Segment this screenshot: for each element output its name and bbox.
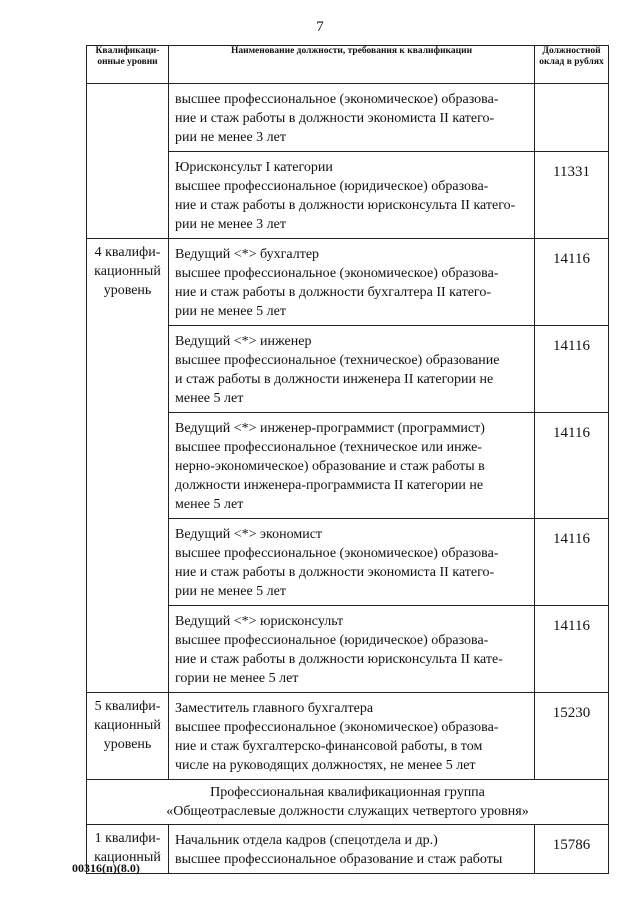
table-row [87,84,609,152]
position-cell [169,152,535,239]
group-heading-line: «Общеотраслевые должности служащих четвертого уровня» [166,804,529,819]
table-row [87,239,609,326]
position-line: высшее профессиональное образование и стаж работы [175,852,503,867]
position-line: ние и стаж работы в должности юрисконсульта II катего- [175,198,516,213]
position-cell [169,326,535,413]
position-line: высшее профессиональное (экономическое) образова- [175,92,499,107]
salary-cell: 14116 [535,519,609,606]
position-line: Заместитель главного бухгалтера [175,701,374,716]
table-header-row [87,46,609,84]
group-heading [87,780,609,825]
position-line: высшее профессиональное (экономическое) образова- [175,546,499,561]
position-cell [169,84,535,152]
header-level-line: онные уровни [97,57,158,67]
table-row [87,693,609,780]
salary-cell: 14116 [535,413,609,519]
salary-cell: 14116 [535,239,609,326]
salary-cell: 15230 [535,693,609,780]
qualification-table [86,45,609,874]
position-line: ние и стаж работы в должности экономиста II катего- [175,565,495,580]
position-line: Ведущий <*> инженер [175,334,312,349]
position-line: Ведущий <*> бухгалтер [175,247,320,262]
position-line: менее 5 лет [175,497,244,512]
level-cell [87,693,169,780]
position-cell [169,519,535,606]
position-line: рии не менее 5 лет [175,304,287,319]
position-line: высшее профессиональное (юридическое) образова- [175,179,489,194]
position-line: должности инженера-программиста II категории не [175,478,484,493]
document-code: 00316(п)(8.0) [72,861,140,875]
position-cell [169,825,535,874]
position-line: Ведущий <*> юрисконсульт [175,614,344,629]
position-line: ние и стаж работы в должности юрисконсульта II кате- [175,652,503,667]
header-salary-line: оклад в рублях [539,57,604,67]
level-cell [87,239,169,693]
level-line: уровень [103,283,152,298]
position-line: высшее профессиональное (техническое) образование [175,353,500,368]
header-level [87,46,169,84]
level-line: кационный [94,850,161,865]
position-line: гории не менее 5 лет [175,671,299,686]
salary-cell: 15786 [535,825,609,874]
position-line: рии не менее 3 лет [175,130,287,145]
header-position [169,46,535,84]
position-line: и стаж работы в должности инженера II категории не [175,372,494,387]
group-heading-row [87,780,609,825]
position-line: высшее профессиональное (экономическое) образова- [175,266,499,281]
salary-cell [535,84,609,152]
salary-cell: 14116 [535,326,609,413]
position-line: Юрисконсульт I категории [175,160,333,175]
position-line: менее 5 лет [175,391,244,406]
level-line: кационный [94,264,161,279]
position-cell [169,413,535,519]
group-heading-line: Профессиональная квалификационная группа [210,785,485,800]
salary-cell: 11331 [535,152,609,239]
position-line: ние и стаж бухгалтерско-финансовой работы, в том [175,739,483,754]
level-line: 4 квалифи- [94,245,161,260]
position-line: рии не менее 3 лет [175,217,287,232]
position-line: ние и стаж работы в должности экономиста II катего- [175,111,495,126]
position-cell [169,239,535,326]
position-line: Ведущий <*> экономист [175,527,323,542]
position-line: высшее профессиональное (юридическое) образова- [175,633,489,648]
header-salary [535,46,609,84]
level-cell [87,84,169,239]
salary-cell: 14116 [535,606,609,693]
level-line: 5 квалифи- [94,699,161,714]
position-line: Ведущий <*> инженер-программист (программист) [175,421,485,436]
position-cell [169,693,535,780]
position-line: высшее профессиональное (техническое или инже- [175,440,482,455]
position-line: нерно-экономическое) образование и стаж работы в [175,459,485,474]
position-line: числе на руководящих должностях, не менее 5 лет [175,758,476,773]
header-position-text: Наименование должности, требования к квалификации [230,46,473,56]
position-line: высшее профессиональное (экономическое) образова- [175,720,499,735]
position-line: ние и стаж работы в должности бухгалтера II катего- [175,285,491,300]
position-line: Начальник отдела кадров (спецотдела и др.) [175,833,438,848]
header-salary-line: Должностной [542,46,601,56]
level-line: 1 квалифи- [94,831,161,846]
position-line: рии не менее 5 лет [175,584,287,599]
level-line: кационный [94,718,161,733]
page-number: 7 [316,19,324,35]
header-level-line: Квалификаци- [95,46,160,56]
table-row [87,825,609,874]
position-cell [169,606,535,693]
level-line: уровень [103,737,152,752]
